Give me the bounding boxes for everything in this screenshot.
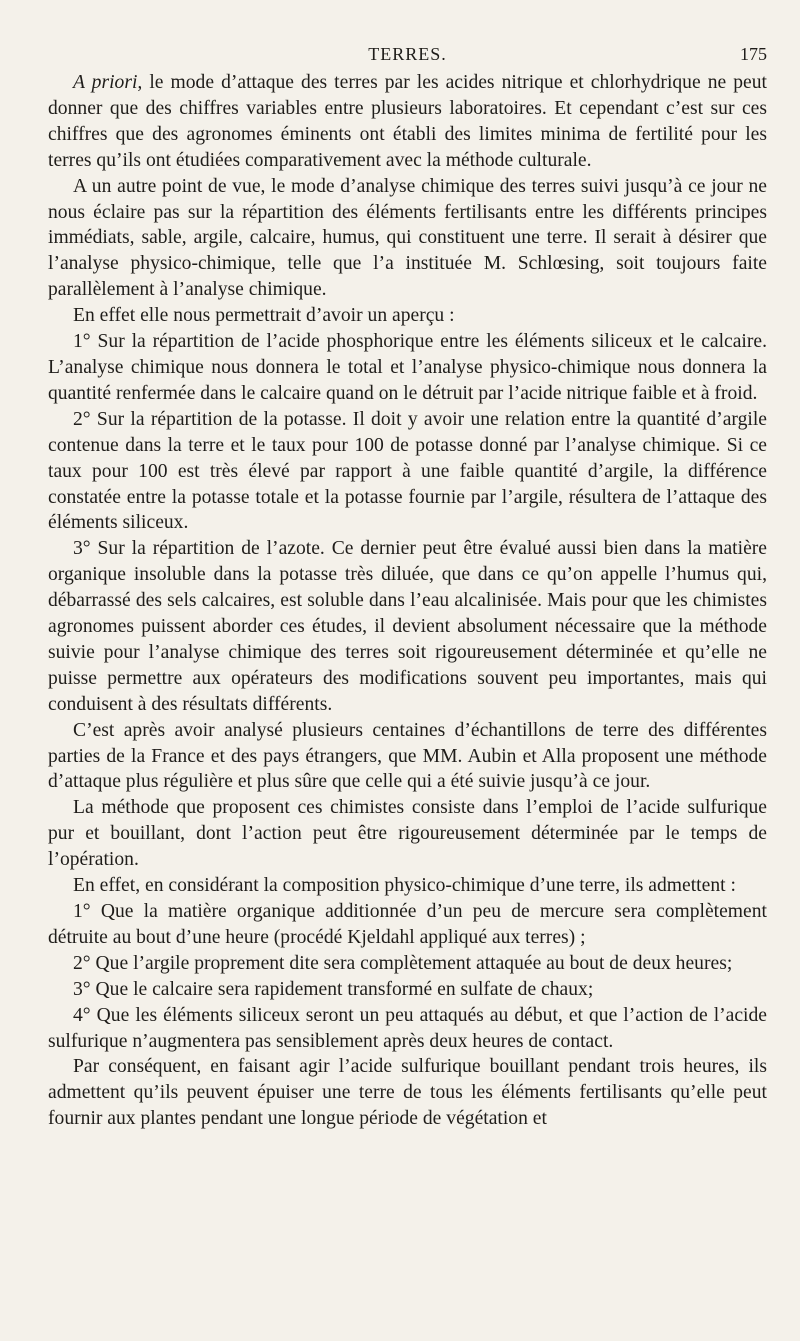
italic-lead: A priori,	[73, 72, 143, 93]
running-header	[48, 44, 767, 68]
paragraph: 1° Que la matière organique additionnée d’un peu de mercure sera complètement détruite au bout d’une heure (procédé Kjeldahl appliqué aux terres) ;	[48, 901, 767, 948]
paragraph: Par conséquent, en faisant agir l’acide sulfurique bouillant pendant trois heures, ils admettent qu’ils peuvent épuiser une terre de tous les éléments fertilisants qu’elle peut fournir aux plantes pendant une longue période de végétation et	[48, 1056, 767, 1130]
paragraph: 3° Sur la répartition de l’azote. Ce dernier peut être évalué aussi bien dans la matière organique insoluble dans la potasse très diluée, que dans ce qu’on appelle l’humus qui, débarrassé des sels calcaires, est soluble dans l’eau alcalinisée. Mais pour que les chimistes agronomes puissent aborder ces études, il devient absolument nécessaire que la méthode suivie pour l’analyse chimique des terres soit rigoureusement déterminée et qu’elle ne puisse permettre aux opérateurs des modifications souvent peu importantes, mais qui conduisent à des résultats différents.	[48, 538, 767, 715]
paragraph: En effet elle nous permettrait d’avoir un aperçu :	[73, 305, 455, 327]
paragraph: A un autre point de vue, le mode d’analyse chimique des terres suivi jusqu’à ce jour ne nous éclaire pas sur la répartition des éléments fertilisants entre les différents principes immédiats, sable, argile, calcaire, humus, qui constituent une terre. Il serait à désirer que l’analyse physico-chimique, telle que l’a instituée M. Schlœsing, soit toujours faite parallèlement à l’analyse chimique.	[48, 175, 767, 301]
paragraph: En effet, en considérant la composition physico-chimique d’une terre, ils admettent :	[73, 875, 736, 897]
paragraph: C’est après avoir analysé plusieurs centaines d’échantillons de terre des différentes parties de la France et des pays étrangers, que MM. Aubin et Alla proposent une méthode d’attaque plus régulière et plus sûre que celle qui a été suivie jusqu’à ce jour.	[48, 719, 767, 793]
paragraph: 2° Que l’argile proprement dite sera complètement attaquée au bout de deux heures;	[73, 952, 733, 974]
paragraph	[48, 70, 767, 174]
paragraph: 1° Sur la répartition de l’acide phosphorique entre les éléments siliceux et le calcaire. L’analyse chimique nous donnera le total et l’analyse physico-chimique nous donnera la quantité renfermée dans le calcaire quand on le détruit par l’acide nitrique faible et à froid.	[48, 331, 767, 404]
paragraph: La méthode que proposent ces chimistes consiste dans l’emploi de l’acide sulfurique pur et bouillant, dont l’action peut être rigoureusement déterminée par le temps de l’opération.	[48, 797, 767, 871]
page-number: 175	[740, 44, 767, 64]
paragraph-text: le mode d’attaque des terres par les acides nitrique et chlorhydrique ne peut donner que des chiffres variables entre plusieurs laboratoires. Et cependant c’est sur ces chiffres que des agronomes éminents ont établi des limites minima de fertilité pour les terres qu’ils ont étudiées comparativement avec la méthode culturale.	[48, 72, 767, 171]
paragraph: 4° Que les éléments siliceux seront un peu attaqués au début, et que l’action de l’acide sulfurique n’augmentera pas sensiblement après deux heures de contact.	[48, 1004, 767, 1052]
running-title: TERRES.	[368, 44, 447, 64]
paragraph: 3° Que le calcaire sera rapidement transformé en sulfate de chaux;	[73, 978, 594, 1000]
paragraph: 2° Sur la répartition de la potasse. Il doit y avoir une relation entre la quantité d’argile contenue dans la terre et le taux pour 100 de potasse donné par l’analyse chimique. Si ce taux pour 100 est très élevé par rapport à une faible quantité d’argile, la différence constatée entre la potasse totale et la potasse fournie par l’argile, résultera de l’attaque des éléments siliceux.	[48, 408, 767, 534]
body-text	[48, 70, 767, 1132]
